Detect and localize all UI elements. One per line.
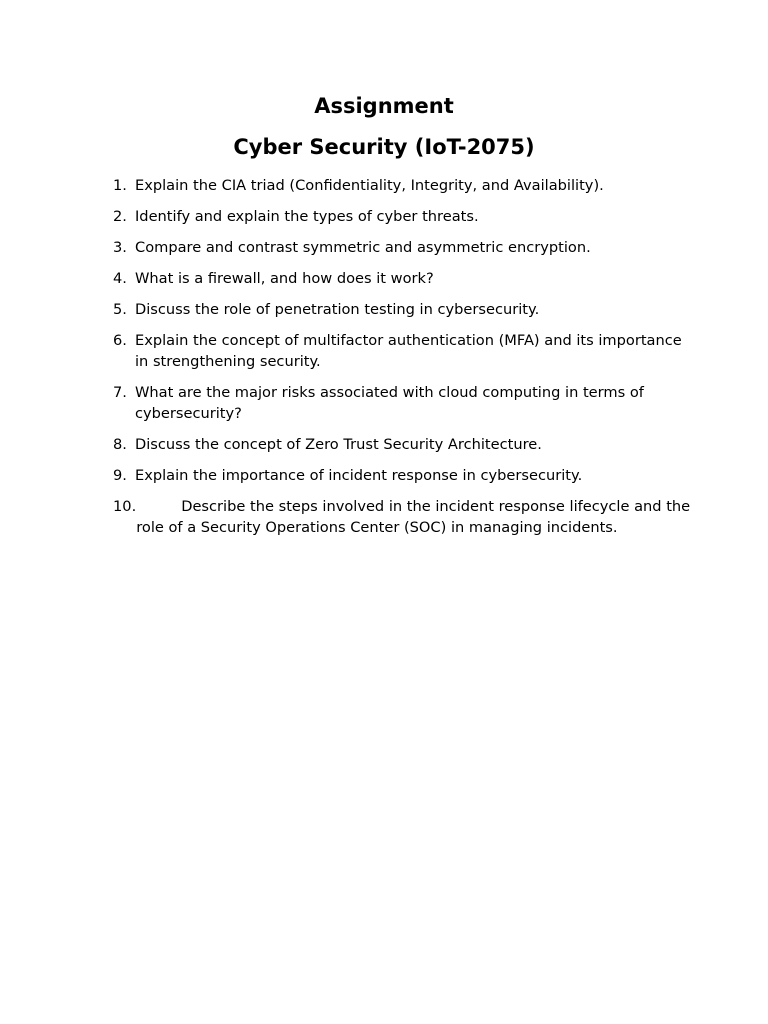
question-text: Explain the concept of multifactor authentication (MFA) and its importance in strengthening security.: [135, 332, 682, 370]
list-item: [113, 299, 693, 320]
question-list: [113, 175, 693, 548]
question-text: What are the major risks associated with cloud computing in terms of cybersecurity?: [135, 384, 644, 422]
question-number: 7.: [113, 384, 127, 401]
list-item: [113, 330, 693, 372]
question-text: Discuss the concept of Zero Trust Security Architecture.: [135, 436, 542, 453]
question-text: Discuss the role of penetration testing in cybersecurity.: [135, 301, 540, 318]
question-number: 5.: [113, 301, 127, 318]
question-number: 10.: [113, 498, 137, 515]
question-text: Explain the CIA triad (Confidentiality, Integrity, and Availability).: [135, 177, 604, 194]
question-text: Explain the importance of incident response in cybersecurity.: [135, 467, 583, 484]
question-number: 1.: [113, 177, 127, 194]
list-item: [113, 434, 693, 455]
list-item: [113, 268, 693, 289]
question-text: Compare and contrast symmetric and asymmetric encryption.: [135, 239, 591, 256]
list-item: [113, 465, 693, 486]
list-item: [113, 496, 693, 538]
page-subtitle: Cyber Security (IoT-2075): [233, 135, 535, 159]
list-item: [113, 382, 693, 424]
question-text: What is a firewall, and how does it work?: [135, 270, 434, 287]
question-number: 3.: [113, 239, 127, 256]
question-number: 9.: [113, 467, 127, 484]
question-text: Describe the steps involved in the incident response lifecycle and the role of a Security Operations Center (SOC) in managing incidents.: [136, 498, 691, 536]
question-number: 6.: [113, 332, 127, 349]
question-text: Identify and explain the types of cyber threats.: [135, 208, 479, 225]
page-title: Assignment: [314, 94, 454, 118]
list-item: [113, 237, 693, 258]
question-number: 2.: [113, 208, 127, 225]
list-item: [113, 206, 693, 227]
list-item: [113, 175, 693, 196]
question-number: 4.: [113, 270, 127, 287]
question-number: 8.: [113, 436, 127, 453]
